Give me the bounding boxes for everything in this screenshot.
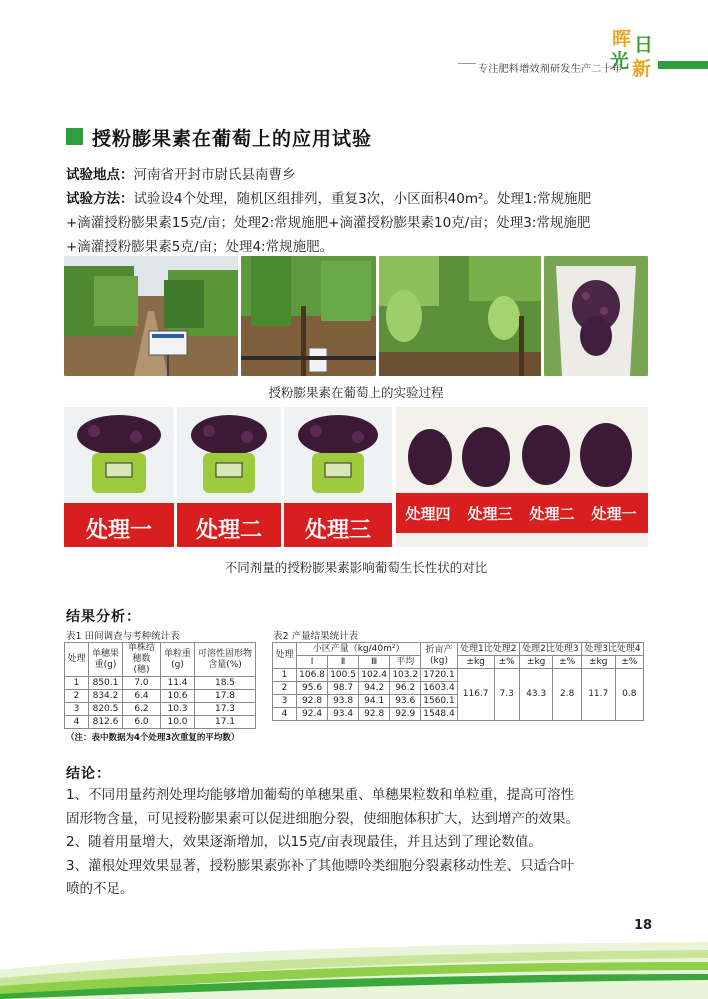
t1-cell: 3 <box>65 703 89 716</box>
scale-label-2: 处理二 <box>195 518 263 543</box>
t1-cell: 834.2 <box>89 690 123 703</box>
logo-char-1: 晖 <box>612 28 632 50</box>
t2-cell: 96.2 <box>390 682 421 695</box>
page-number: 18 <box>634 918 653 933</box>
t2-cell: 92.4 <box>297 708 328 721</box>
table-note: （注：表中数据为4个处理3次重复的平均数） <box>66 733 240 743</box>
t2-head-cmp2: 处理2比处理3 <box>519 643 581 656</box>
grape-comparison-photo <box>396 407 648 547</box>
t1-cell: 10.3 <box>161 703 195 716</box>
t2-sub: ±kg <box>519 656 553 669</box>
header-green-bar <box>658 61 708 69</box>
t2-cell: 1548.4 <box>421 708 458 721</box>
method-line-3: +滴灌授粉膨果素5克/亩；处理4:常规施肥。 <box>66 239 334 255</box>
table-row <box>65 703 256 716</box>
conclusion-line-4: 3、灌根处理效果显著，授粉膨果素弥补了其他嘌呤类细胞分裂素移动性差、只适合叶 <box>66 857 575 874</box>
young-grapes-photo <box>379 256 541 376</box>
photo-caption-2: 不同剂量的授粉膨果素影响葡萄生长性状的对比 <box>224 560 488 575</box>
t2-cell: 92.8 <box>359 708 390 721</box>
group-label-2: 处理二 <box>529 505 575 523</box>
t2-cell: 1603.4 <box>421 682 458 695</box>
t1-cell: 10.0 <box>161 716 195 729</box>
t2-cell: 103.2 <box>390 669 421 682</box>
t2-sub: ±% <box>494 656 519 669</box>
location-label: 试验地点： <box>66 167 134 183</box>
t2-cell: 1720.1 <box>421 669 458 682</box>
footer-swoosh <box>0 940 708 999</box>
table-row <box>65 677 256 690</box>
t1-cell: 11.4 <box>161 677 195 690</box>
t2-head-cmp1: 处理1比处理2 <box>457 643 519 656</box>
table-row <box>273 669 644 682</box>
t2-cell: 4 <box>273 708 297 721</box>
t1-head-berry: 单粒重(g) <box>161 643 195 677</box>
t2-sub: ±kg <box>581 656 615 669</box>
t2-sub: ±kg <box>457 656 494 669</box>
t1-cell: 1 <box>65 677 89 690</box>
table1 <box>64 642 256 729</box>
table2-caption: 表2 产量结果统计表 <box>273 631 359 642</box>
table-row <box>65 716 256 729</box>
header-tagline: 专注肥料增效剂研发生产二十年 <box>478 64 623 75</box>
t2-head-plot: 小区产量（kg/40m²） <box>297 643 421 656</box>
t2-cell: 92.9 <box>390 708 421 721</box>
vineyard-rows-photo <box>64 256 238 376</box>
logo-char-3: 光 <box>610 50 630 72</box>
conclusion-line-1: 1、不同用量药剂处理均能够增加葡萄的单穗果重、单穗果粒数和单粒重，提高可溶性 <box>66 787 575 803</box>
scale-label-3: 处理三 <box>304 518 372 543</box>
method-line-1: 试验设4个处理，随机区组排列，重复3次，小区面积40m²。处理1:常规施肥 <box>133 191 592 207</box>
page-title: 授粉膨果素在葡萄上的应用试验 <box>92 128 373 150</box>
t1-head-solids: 可溶性固形物含量(%) <box>195 643 256 677</box>
location-value: 河南省开封市尉氏县南曹乡 <box>133 167 296 183</box>
brand-logo <box>608 28 658 86</box>
group-label-3: 处理三 <box>467 505 513 523</box>
t2-head-mu: 折亩产(kg) <box>421 643 458 669</box>
t2-cell: 102.4 <box>359 669 390 682</box>
t1-cell: 18.5 <box>195 677 256 690</box>
t2-head-treat: 处理 <box>273 643 297 669</box>
t1-cell: 2 <box>65 690 89 703</box>
t1-cell: 17.3 <box>195 703 256 716</box>
t2-cell: 2 <box>273 682 297 695</box>
t2-sub: Ⅰ <box>297 656 328 669</box>
t1-head-weight: 单穗果重(g) <box>89 643 123 677</box>
t2-cell: 92.8 <box>297 695 328 708</box>
t2-cell: 100.5 <box>328 669 359 682</box>
results-heading: 结果分析： <box>66 609 141 625</box>
t2-cmp-value: 2.8 <box>553 669 581 721</box>
t2-sub: ±% <box>553 656 581 669</box>
t2-cmp-value: 11.7 <box>581 669 615 721</box>
conclusion-body <box>66 784 656 902</box>
t1-head-count: 单株结穗数(穗) <box>123 643 161 677</box>
t1-cell: 17.8 <box>195 690 256 703</box>
t2-cell: 95.6 <box>297 682 328 695</box>
t2-cell: 1 <box>273 669 297 682</box>
method-line-2: +滴灌授粉膨果素15克/亩；处理2:常规施肥+滴灌授粉膨果素10克/亩；处理3:常规施肥 <box>66 215 591 231</box>
group-label-4: 处理四 <box>405 505 451 523</box>
scale-photo-1 <box>64 407 174 547</box>
t2-cell: 93.6 <box>390 695 421 708</box>
t2-cell: 94.2 <box>359 682 390 695</box>
conclusion-line-2: 固形物含量，可见授粉膨果素可以促进细胞分裂，使细胞体积扩大，达到增产的效果。 <box>66 810 579 827</box>
vine-base-photo <box>241 256 376 376</box>
t2-sub: Ⅱ <box>328 656 359 669</box>
header-rule <box>458 63 476 64</box>
t2-head-cmp3: 处理3比处理4 <box>581 643 643 656</box>
group-label-1: 处理一 <box>591 505 637 523</box>
scale-photo-3 <box>284 407 392 547</box>
t2-cell: 98.7 <box>328 682 359 695</box>
conclusion-heading: 结论： <box>66 766 111 782</box>
t1-cell: 6.4 <box>123 690 161 703</box>
title-marker <box>66 128 83 145</box>
t1-cell: 4 <box>65 716 89 729</box>
t2-cell: 1560.1 <box>421 695 458 708</box>
t1-cell: 812.6 <box>89 716 123 729</box>
photo-caption-1: 授粉膨果素在葡萄上的实验过程 <box>268 385 444 400</box>
scale-label-1: 处理一 <box>85 518 153 543</box>
bagged-grapes-photo <box>544 256 648 376</box>
table1-caption: 表1 田间调查与考种统计表 <box>66 631 180 642</box>
t2-cell: 93.4 <box>328 708 359 721</box>
method-label: 试验方法： <box>66 191 134 207</box>
t1-cell: 17.1 <box>195 716 256 729</box>
t2-cmp-value: 0.8 <box>615 669 643 721</box>
t1-cell: 6.2 <box>123 703 161 716</box>
t1-cell: 850.1 <box>89 677 123 690</box>
table2 <box>272 642 644 721</box>
t1-cell: 6.0 <box>123 716 161 729</box>
t1-cell: 7.0 <box>123 677 161 690</box>
t1-cell: 10.6 <box>161 690 195 703</box>
t2-cmp-value: 43.3 <box>519 669 553 721</box>
scale-photo-2 <box>177 407 281 547</box>
t2-cmp-value: 7.3 <box>494 669 519 721</box>
t2-cell: 94.1 <box>359 695 390 708</box>
t1-head-treat: 处理 <box>65 643 89 677</box>
t2-sub: Ⅲ <box>359 656 390 669</box>
conclusion-line-3: 2、随着用量增大，效果逐渐增加，以15克/亩表现最佳，并且达到了理论数值。 <box>66 834 542 850</box>
t2-cell: 3 <box>273 695 297 708</box>
method-block <box>66 187 656 259</box>
t1-cell: 820.5 <box>89 703 123 716</box>
table-row <box>65 690 256 703</box>
location-line <box>66 163 656 187</box>
t2-sub: 平均 <box>390 656 421 669</box>
conclusion-line-5: 喷的不足。 <box>66 881 134 897</box>
t2-sub: ±% <box>615 656 643 669</box>
t2-cmp-value: 116.7 <box>457 669 494 721</box>
t2-cell: 106.8 <box>297 669 328 682</box>
logo-char-4: 新 <box>632 58 652 80</box>
logo-char-2: 日 <box>634 34 654 56</box>
t2-cell: 93.8 <box>328 695 359 708</box>
